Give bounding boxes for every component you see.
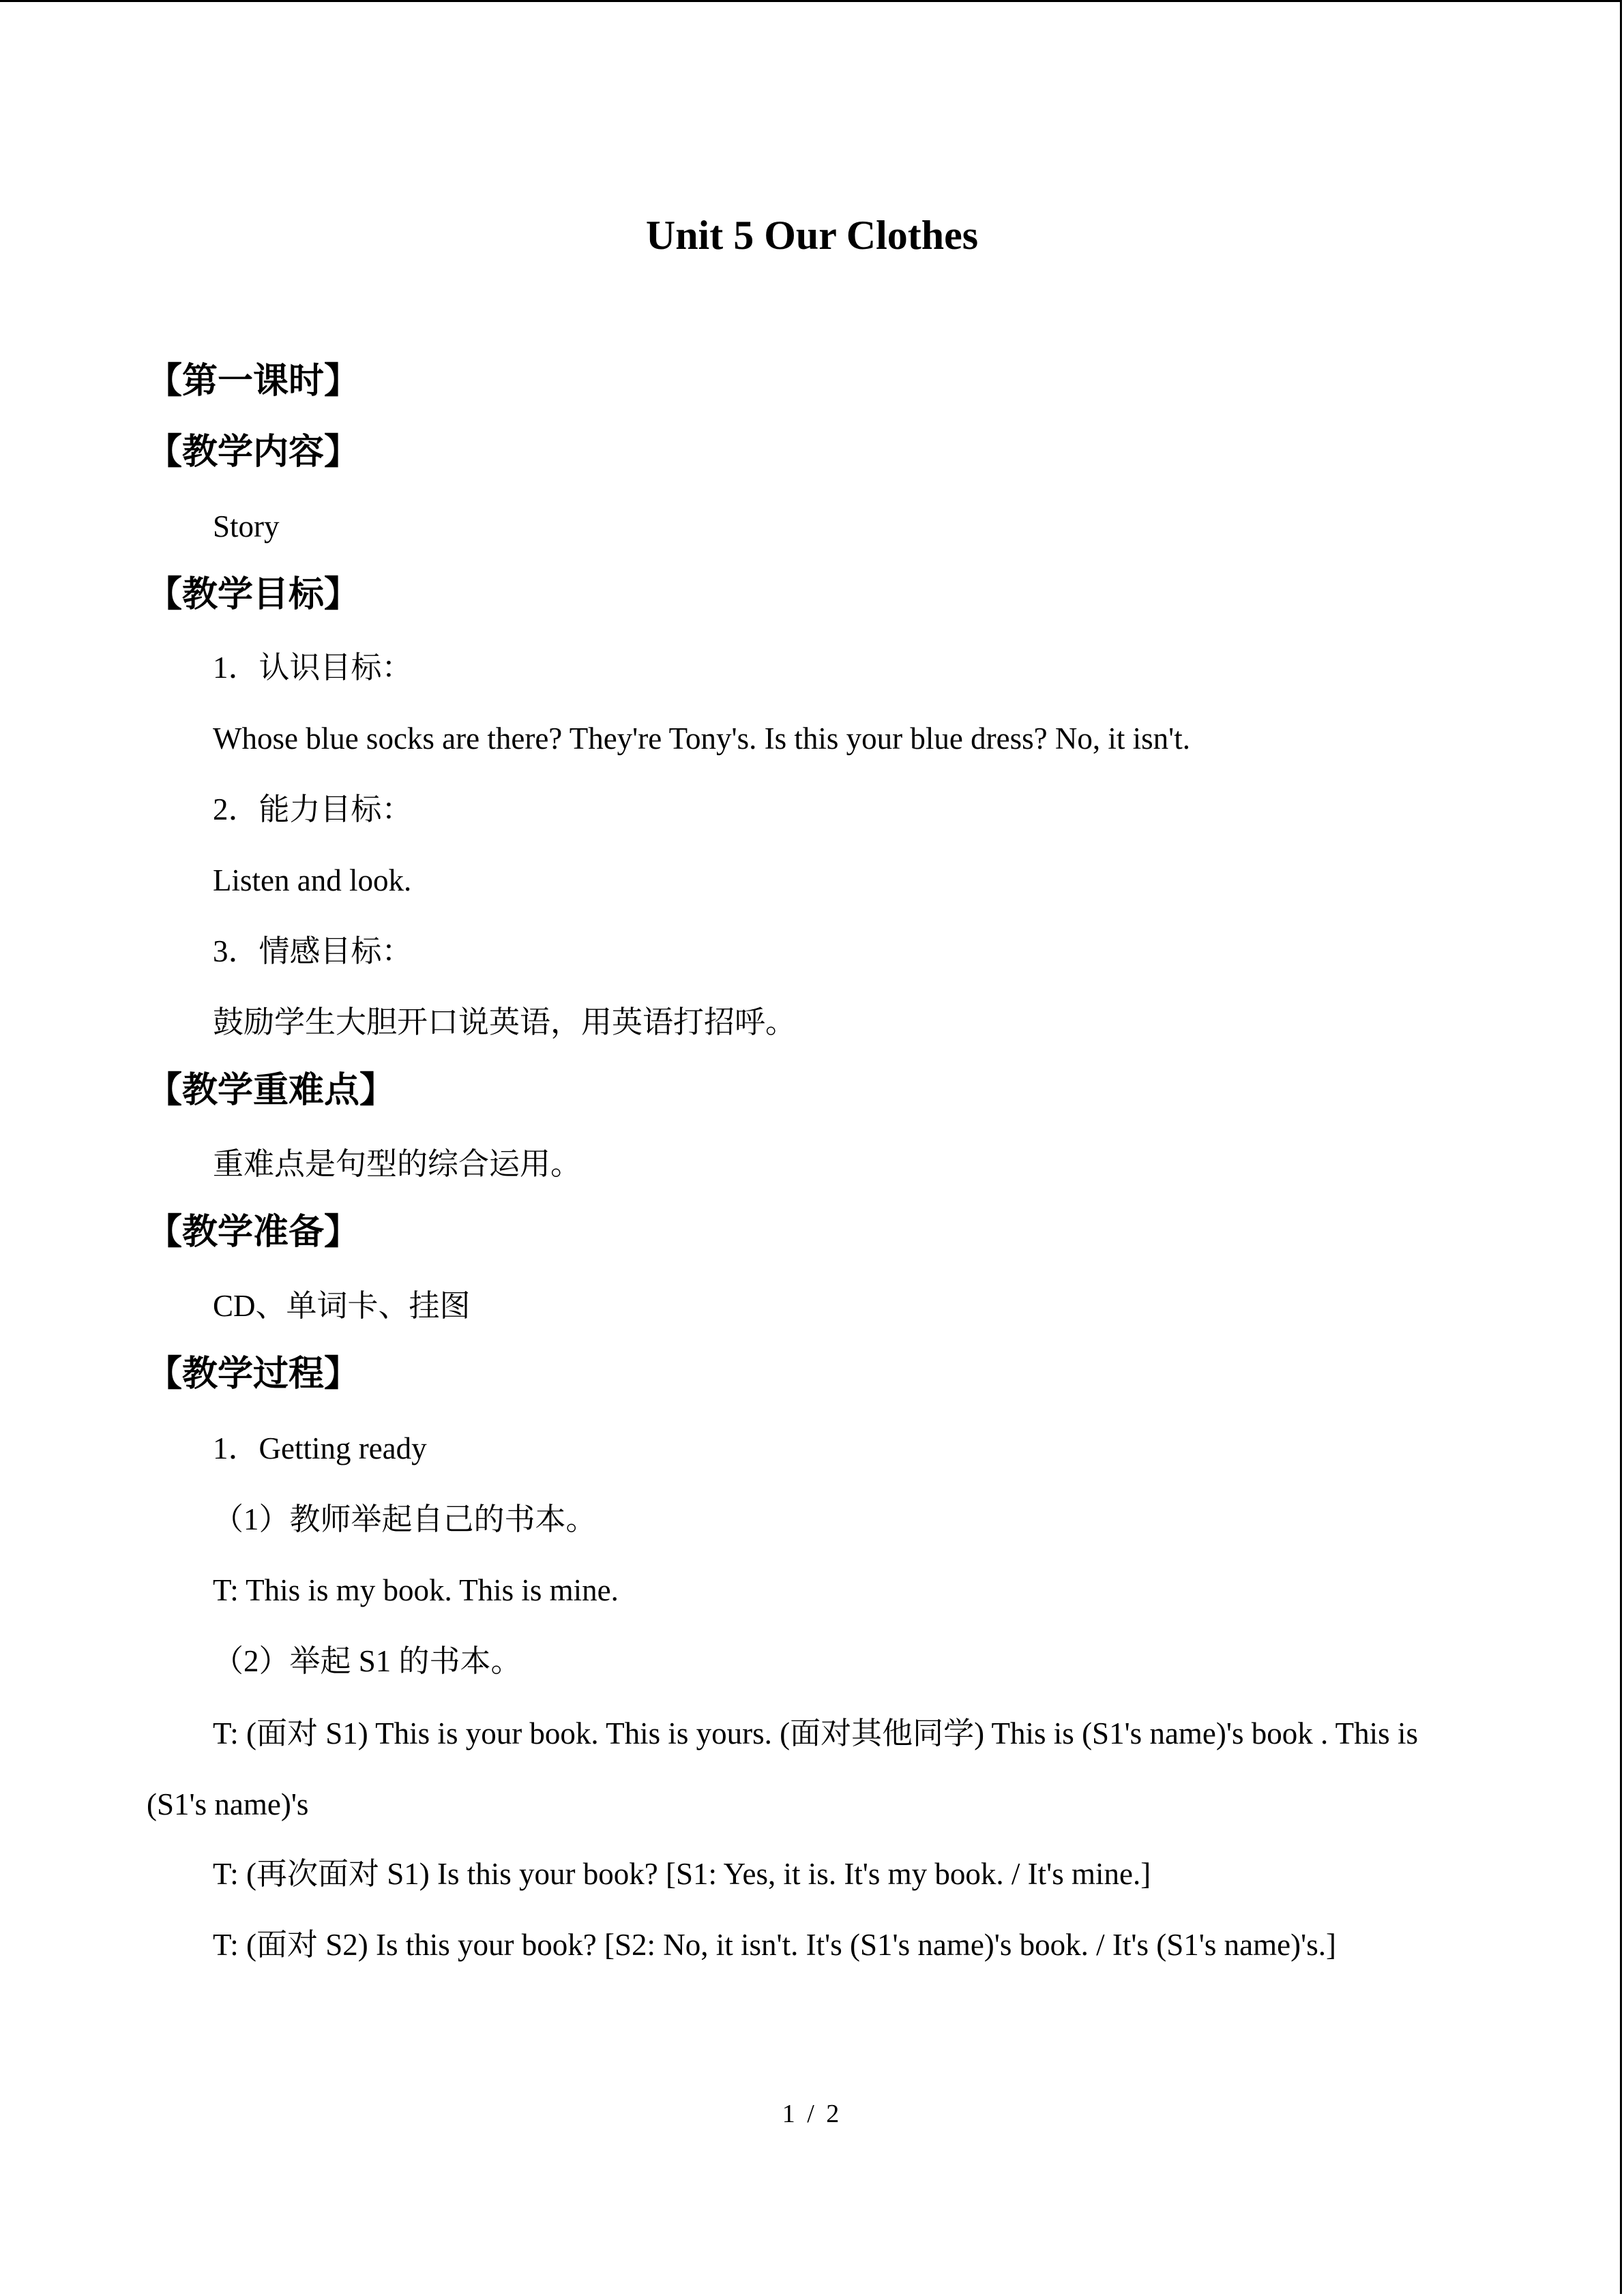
- heading-process: 【教学过程】: [147, 1355, 360, 1394]
- preparation-text: CD、单词卡、挂图: [213, 1289, 471, 1323]
- heading-content: 【教学内容】: [147, 433, 360, 472]
- page-number: 1 / 2: [782, 2100, 842, 2128]
- document-title: Unit 5 Our Clothes: [645, 213, 979, 258]
- heading-lesson: 【第一课时】: [147, 362, 360, 401]
- process-line: （2）举起 S1 的书本。: [213, 1644, 522, 1678]
- process-line: T: (面对 S2) Is this your book? [S2: No, it isn't. It's (S1's name)'s book. / It's (S1's name)'s.]: [213, 1928, 1336, 1962]
- objective-text-2: Listen and look.: [213, 863, 412, 897]
- heading-preparation: 【教学准备】: [147, 1213, 360, 1252]
- process-line: T: This is my book. This is mine.: [213, 1573, 619, 1607]
- key-points-text: 重难点是句型的综合运用。: [213, 1147, 582, 1181]
- heading-key-points: 【教学重难点】: [147, 1071, 396, 1110]
- heading-objectives: 【教学目标】: [147, 576, 360, 614]
- objective-text-3: 鼓励学生大胆开口说英语，用英语打招呼。: [213, 1005, 797, 1039]
- objective-text-1: Whose blue socks are there? They're Tony's. Is this your blue dress? No, it isn't.: [213, 721, 1190, 756]
- process-line: T: (再次面对 S1) Is this your book? [S1: Yes, it is. It's my book. / It's mine.]: [213, 1857, 1151, 1891]
- process-line-wrapped: T: (面对 S1) This is your book. This is yours. (面对其他同学) This is (S1's name)'s book . This is (S1's name)'s: [147, 1716, 1418, 1821]
- objective-label-2: 2．能力目标：: [213, 792, 413, 826]
- content-text: Story: [213, 509, 280, 543]
- process-line: （1）教师举起自己的书本。: [213, 1502, 597, 1536]
- process-line: 1．Getting ready: [213, 1431, 427, 1465]
- objective-label-1: 1．认识目标：: [213, 651, 413, 685]
- objective-label-3: 3．情感目标：: [213, 934, 413, 968]
